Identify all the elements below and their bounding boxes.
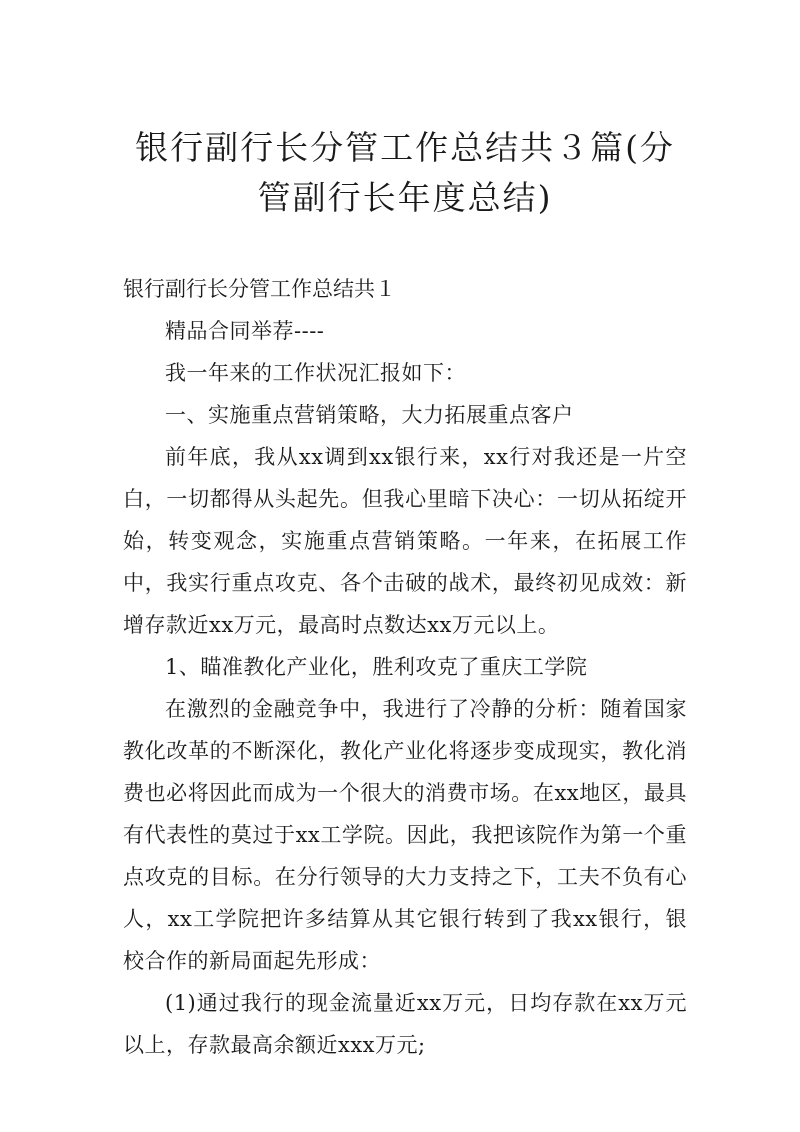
paragraph-cash-flow: (1)通过我行的现金流量近xx万元，日均存款在xx万元以上，存款最高余额近xxx万元; (123, 991, 687, 1057)
paragraph-heading-strategy: 一、实施重点营销策略，大力拓展重点客户 (165, 403, 574, 427)
paragraph-background: 前年底，我从xx调到xx银行来，xx行对我还是一片空白，一切都得从头起先。但我心里暗下决心：一切从拓绽开始，转变观念，实施重点营销策略。一年来，在拓展工作中，我实行重点攻克、各个击破的战术，最终初见成效：新增存款近xx万元，最高时点数达xx万元以上。 (123, 445, 687, 637)
section-heading: 银行副行长分管工作总结共１ (123, 277, 396, 301)
document-title: 银行副行长分管工作总结共３篇(分管副行长年度总结) (135, 128, 675, 217)
paragraph-education-analysis: 在激烈的金融竞争中，我进行了冷静的分析：随着国家教化改革的不断深化，教化产业化将逐步变成现实，教化消费也必将因此而成为一个很大的消费市场。在xx地区，最具有代表性的莫过于xx工学院。因此，我把该院作为第一个重点攻克的目标。在分行领导的大力支持之下，工夫不负有心人，xx工学院把许多结算从其它银行转到了我xx银行，银校合作的新局面起先形成： (123, 697, 687, 973)
paragraph-report-intro: 我一年来的工作状况汇报如下： (165, 361, 466, 385)
paragraph-recommendation: 精品合同举荐---- (165, 319, 325, 343)
paragraph-heading-education: 1、瞄准教化产业化，胜利攻克了重庆工学院 (165, 655, 588, 679)
